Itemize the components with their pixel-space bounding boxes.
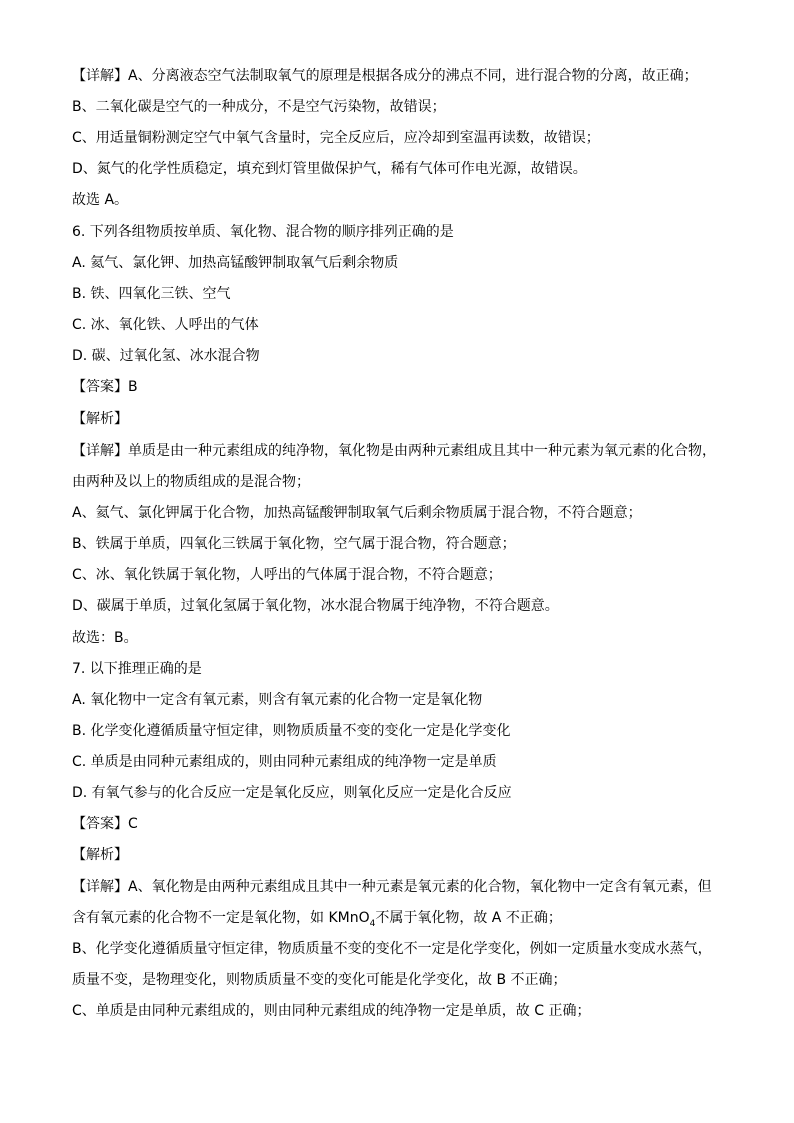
q7-option-b: B. 化学变化遵循质量守恒定律，则物质质量不变的变化一定是化学变化 [72,723,511,739]
q7-option-a: A. 氧化物中一定含有氧元素，则含有氧元素的化合物一定是氧化物 [72,692,483,708]
q7-option-c: C. 单质是由同种元素组成的，则由同种元素组成的纯净物一定是单质 [72,754,497,770]
kmno4-subscript: 4 [369,918,376,929]
q6-detail-line-2: 由两种及以上的物质组成的是混合物； [72,474,310,490]
q7-detail-line-2-after: 不属于氧化物，故 A 不正确； [375,910,562,926]
q6-option-a: A. 氦气、氯化钾、加热高锰酸钾制取氧气后剩余物质 [72,255,399,271]
q5-detail-line-4: D、氮气的化学性质稳定，填充到灯管里做保护气，稀有气体可作电光源，故错误。 [72,161,587,177]
q6-stem: 6. 下列各组物质按单质、氧化物、混合物的顺序排列正确的是 [72,224,454,240]
q5-conclusion: 故选 A。 [72,192,129,208]
q7-analysis-label: 【解析】 [72,847,128,863]
q7-detail-line-5: C、单质是由同种元素组成的，则由同种元素组成的纯净物一定是单质，故 C 正确； [72,1003,591,1019]
q5-detail-line-1: 【详解】A、分离液态空气法制取氧气的原理是根据各成分的沸点不同，进行混合物的分离，故正确； [72,68,698,84]
q6-conclusion: 故选：B。 [72,630,138,646]
q6-option-b: B. 铁、四氧化三铁、空气 [72,286,231,302]
q7-detail-line-1: 【详解】A、氧化物是由两种元素组成且其中一种元素是氧元素的化合物，氧化物中一定含有氧元素，但 [72,879,712,895]
q6-answer: 【答案】B [72,379,138,395]
q6-detail-line-3: A、氦气、氯化钾属于化合物，加热高锰酸钾制取氧气后剩余物质属于混合物，不符合题意； [72,505,642,521]
q7-detail-line-2 [72,908,562,928]
q7-detail-line-2-before: 含有氧元素的化合物不一定是氧化物，如 KMnO [72,910,370,926]
q7-detail-line-3: B、化学变化遵循质量守恒定律，物质质量不变的变化不一定是化学变化，例如一定质量水变成水蒸气， [72,941,712,957]
q5-detail-line-2: B、二氧化碳是空气的一种成分，不是空气污染物，故错误； [72,99,446,115]
q6-option-c: C. 冰、氧化铁、人呼出的气体 [72,317,259,333]
q6-detail-line-1: 【详解】单质是由一种元素组成的纯净物，氧化物是由两种元素组成且其中一种元素为氧元素的化合物， [72,443,716,459]
q7-detail-line-4: 质量不变，是物理变化，则物质质量不变的变化可能是化学变化，故 B 不正确； [72,972,567,988]
q7-answer: 【答案】C [72,816,138,832]
q6-detail-line-4: B、铁属于单质，四氧化三铁属于氧化物，空气属于混合物，符合题意； [72,536,516,552]
q7-option-d: D. 有氧气参与的化合反应一定是氧化反应，则氧化反应一定是化合反应 [72,785,512,801]
q6-analysis-label: 【解析】 [72,411,128,427]
q5-detail-line-3: C、用适量铜粉测定空气中氧气含量时，完全反应后，应冷却到室温再读数，故错误； [72,130,600,146]
q6-detail-line-6: D、碳属于单质，过氧化氢属于氧化物，冰水混合物属于纯净物，不符合题意。 [72,598,559,614]
q6-detail-line-5: C、冰、氧化铁属于氧化物，人呼出的气体属于混合物，不符合题意； [72,567,502,583]
q6-option-d: D. 碳、过氧化氢、冰水混合物 [72,348,260,364]
q7-stem: 7. 以下推理正确的是 [72,661,202,677]
